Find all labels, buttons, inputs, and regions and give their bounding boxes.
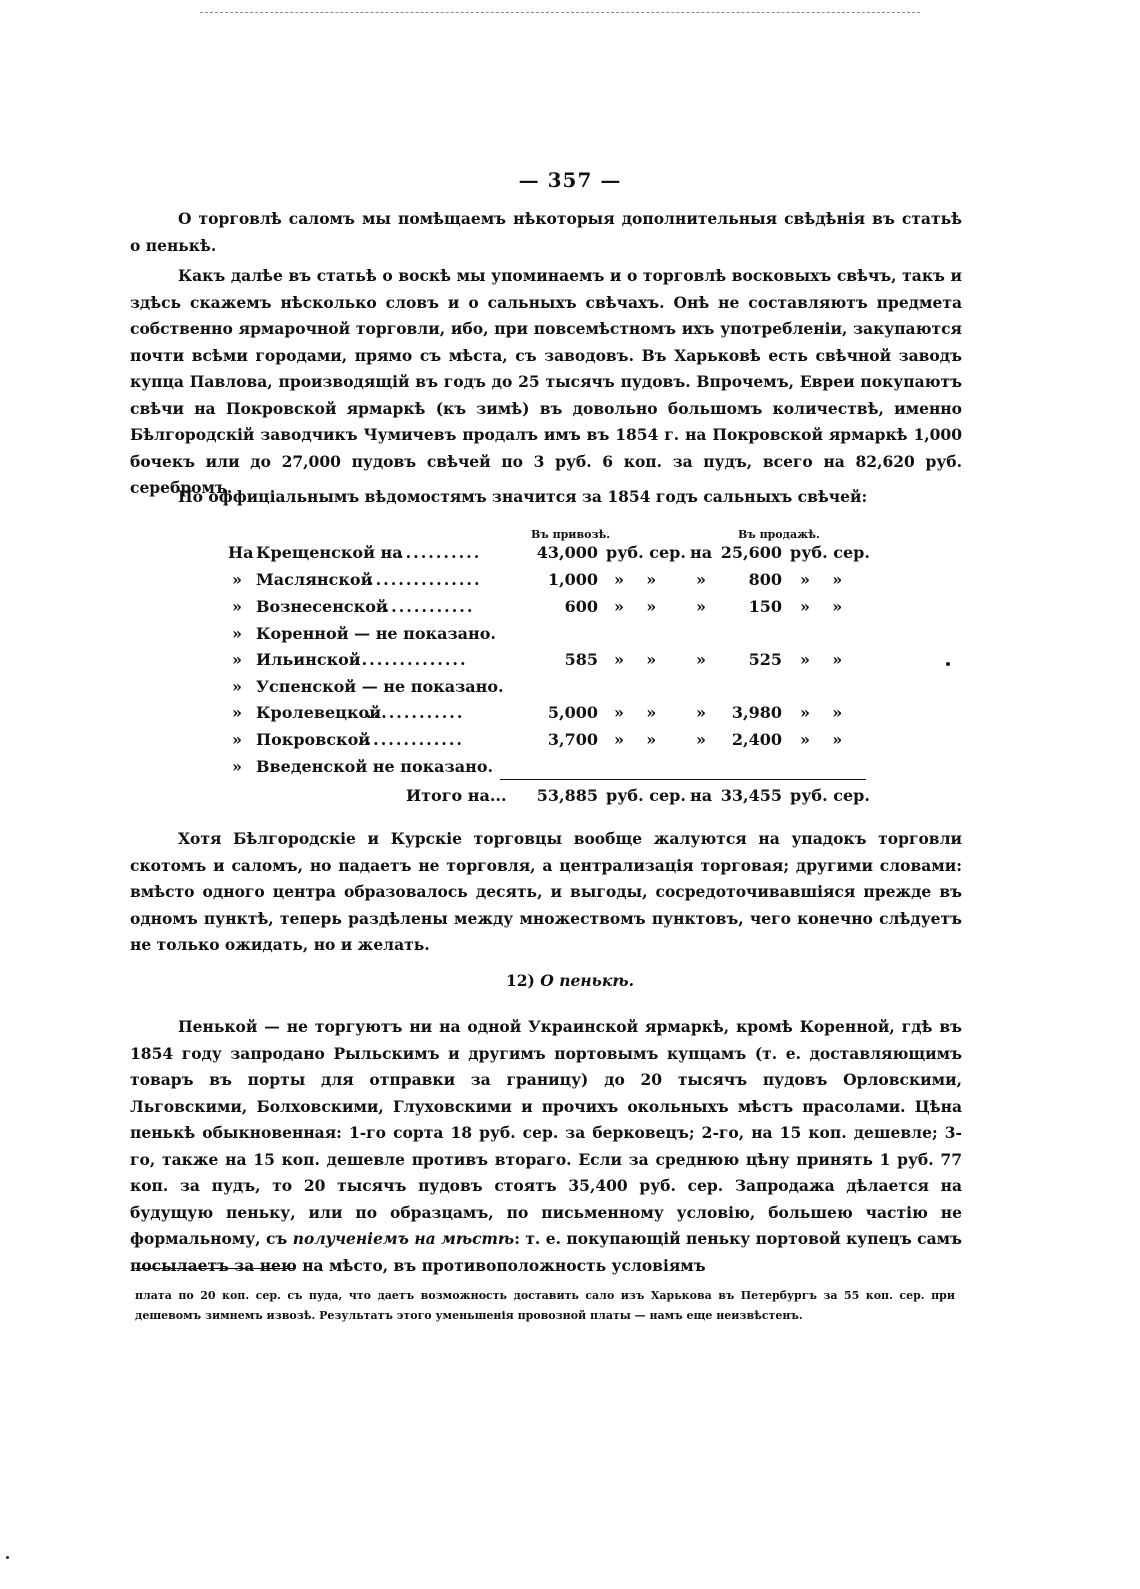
leader-dots: .............. xyxy=(358,730,464,749)
import-unit: » » xyxy=(614,730,657,749)
fair-name: Вознесенской xyxy=(256,597,388,616)
sale-prefix: на xyxy=(690,543,713,562)
sale-prefix: » xyxy=(696,570,706,589)
row-prefix: » xyxy=(232,597,242,616)
column-header-sale: Въ продажѣ. xyxy=(738,528,820,541)
sale-prefix: » xyxy=(696,597,706,616)
row-prefix: » xyxy=(232,624,242,643)
leader-dots: ............. xyxy=(376,597,475,616)
import-unit: руб. сер. xyxy=(606,543,686,562)
leader-dots: ............... xyxy=(354,650,468,669)
sale-value: 2,400 xyxy=(731,730,782,749)
import-unit: » » xyxy=(614,570,657,589)
table-row xyxy=(0,677,1140,703)
import-value: 3,700 xyxy=(547,730,598,749)
import-value: 1,000 xyxy=(547,570,598,589)
hemp-text-part-1: Пенькой — не торгуютъ ни на одной Украинской ярмаркѣ, кромѣ Коренной, гдѣ въ 1854 году запродано Рыльскимъ и другимъ портовымъ купцамъ (т. е. доставляющимъ товаръ въ порты для отправки за границу) до 20 тысячъ пудовъ Орловскими, Льговскими, Болховскими, Глуховскими и прочихъ окольныхъ мѣстъ прасолами. Цѣна пенькѣ обыкновенная: 1-го сорта 18 руб. сер. за берковецъ; 2-го, на 15 коп. дешевле; 3-го, также на 15 коп. дешевле противъ втораго. Если за среднюю цѣну принять 1 руб. 77 коп. за пудъ, то 20 тысячъ пудовъ стоятъ 35,400 руб. сер. Запродажа дѣлается на будущую пеньку, или по образцамъ, по письменному условію, большею частію не формальному, съ xyxy=(130,1017,962,1248)
sale-prefix: » xyxy=(696,730,706,749)
table-total-row xyxy=(0,786,1140,812)
fair-name: Маслянской xyxy=(256,570,373,589)
paragraph-trade-decentralization: Хотя Бѣлгородскіе и Курскіе торговцы вообще жалуются на упадокъ торговли скотомъ и саломъ, но падаетъ не торговля, а централизація торговая; другими словами: вмѣсто одного центра образовалось десять, и выгоды, сосредоточивавшіяся прежде въ одномъ пунктѣ, теперь раздѣлены между множествомъ пунктовъ, чего конечно слѣдуетъ не только ожидать, но и желать. xyxy=(130,829,962,954)
total-rule xyxy=(500,779,866,780)
paragraph-tallow-trade-note: О торговлѣ саломъ мы помѣщаемъ нѣкоторыя дополнительныя свѣдѣнія въ статьѣ о пенькѣ. xyxy=(130,209,962,255)
total-import-unit: руб. сер. xyxy=(606,786,686,805)
hemp-text-emphasis: полученіемъ на мѣстѣ xyxy=(292,1229,515,1248)
fair-name: Покровской xyxy=(256,730,371,749)
row-prefix: » xyxy=(232,677,242,696)
import-value: 585 xyxy=(564,650,598,669)
sale-prefix: » xyxy=(696,650,706,669)
section-title: О пенькѣ. xyxy=(540,971,635,990)
fair-name: Коренной — не показано. xyxy=(256,624,496,643)
import-unit: » » xyxy=(614,703,657,722)
sale-prefix: » xyxy=(696,703,706,722)
scan-top-edge xyxy=(200,12,920,13)
sale-unit: » » xyxy=(800,703,843,722)
page-number: — 357 — xyxy=(518,168,622,192)
column-header-import: Въ привозѣ. xyxy=(531,528,611,541)
table-row xyxy=(0,650,1140,676)
sale-unit: » » xyxy=(800,570,843,589)
total-sale-prefix: на xyxy=(690,786,713,805)
table-row xyxy=(0,730,1140,756)
total-sale-unit: руб. сер. xyxy=(790,786,870,805)
sale-unit: руб. сер. xyxy=(790,543,870,562)
import-value: 5,000 xyxy=(547,703,598,722)
section-number: 12) xyxy=(505,971,535,990)
leader-dots: ............... xyxy=(368,570,482,589)
fair-name: Успенской — не показано. xyxy=(256,677,504,696)
leader-dots: ........... xyxy=(398,543,482,562)
row-prefix: » xyxy=(232,757,242,776)
table-row xyxy=(0,624,1140,650)
paragraph-official-statements: По оффиціальнымъ вѣдомостямъ значится за 1854 годъ сальныхъ свѣчей: xyxy=(178,487,868,506)
table-row xyxy=(0,570,1140,596)
row-prefix: » xyxy=(232,570,242,589)
table-row xyxy=(0,703,1140,729)
row-prefix: На xyxy=(228,543,254,562)
total-label: Итого на... xyxy=(406,786,507,805)
sale-unit: » » xyxy=(800,597,843,616)
scan-speck xyxy=(946,662,950,666)
section-heading xyxy=(0,971,1140,990)
sale-unit: » » xyxy=(800,730,843,749)
total-import-value: 53,885 xyxy=(536,786,598,805)
import-unit: » » xyxy=(614,597,657,616)
scan-speck xyxy=(6,1556,9,1559)
fair-name: Кролевецкой xyxy=(256,703,382,722)
table-row xyxy=(0,543,1140,569)
paragraph-tallow-candles: Какъ далѣе въ статьѣ о воскѣ мы упоминаемъ и о торговлѣ восковыхъ свѣчъ, такъ и здѣсь скажемъ нѣсколько словъ и о сальныхъ свѣчахъ. Онѣ не составляютъ предмета собственно ярмарочной торговли, ибо, при повсемѣстномъ ихъ употребленіи, закупаются почти всѣми городами, прямо съ мѣста, съ заводовъ. Въ Харьковѣ есть свѣчной заводъ купца Павлова, производящій въ годъ до 25 тысячъ пудовъ. Впрочемъ, Евреи покупаютъ свѣчи на Покровской ярмаркѣ (къ зимѣ) въ довольно большомъ количествѣ, именно Бѣлгородскій заводчикъ Чумичевъ продалъ имъ въ 1854 г. на Покровской ярмаркѣ 1,000 бочекъ или до 27,000 пудовъ свѣчей по 3 руб. 6 коп. за пудъ, всего на 82,620 руб. серебромъ. xyxy=(130,266,962,497)
sale-value: 3,980 xyxy=(731,703,782,722)
import-value: 600 xyxy=(564,597,598,616)
sale-value: 25,600 xyxy=(720,543,782,562)
fair-name: Ильинской xyxy=(256,650,361,669)
sale-unit: » » xyxy=(800,650,843,669)
import-value: 43,000 xyxy=(536,543,598,562)
sale-value: 525 xyxy=(748,650,782,669)
row-prefix: » xyxy=(232,650,242,669)
fair-name: Введенской не показано. xyxy=(256,757,494,776)
sale-value: 800 xyxy=(748,570,782,589)
row-prefix: » xyxy=(232,703,242,722)
fair-name: Крещенской на xyxy=(256,543,403,562)
import-unit: » » xyxy=(614,650,657,669)
paragraph-hemp-trade xyxy=(130,1014,962,1279)
table-row xyxy=(0,597,1140,623)
footnote: плата по 20 коп. сер. съ пуда, что даетъ возможность доставить сало изъ Харькова въ Петербургъ за 55 коп. сер. при дешевомъ зимнемъ извозѣ. Результатъ этого уменьшенія провозной платы — намъ еще неизвѣстенъ. xyxy=(135,1289,955,1322)
row-prefix: » xyxy=(232,730,242,749)
leader-dots: ............. xyxy=(366,703,465,722)
hemp-text-part-2: : т. е. покупающій пеньку портовой купецъ самъ посылаетъ за нею на мѣсто, въ противоположность условіямъ xyxy=(130,1229,962,1275)
footnote-rule xyxy=(135,1268,295,1269)
total-sale-value: 33,455 xyxy=(720,786,782,805)
sale-value: 150 xyxy=(748,597,782,616)
